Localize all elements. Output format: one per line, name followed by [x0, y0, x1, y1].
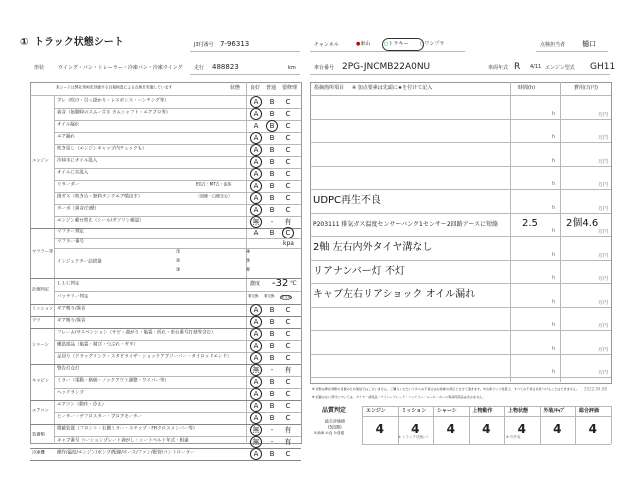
cost-unit: 万円: [598, 158, 609, 165]
cost-unit: 万円: [598, 135, 609, 141]
grade-option: B: [269, 402, 275, 410]
check-item-label: 冷却水にオイル混入: [57, 158, 98, 164]
hours-unit: h: [552, 134, 556, 140]
cost-unit: 万円: [598, 252, 609, 259]
grade-option: B: [269, 182, 275, 190]
llc-unit: ℃: [290, 280, 297, 287]
grade-circled: A: [250, 204, 262, 216]
check-item-label: 警告灯点灯: [57, 366, 80, 372]
channel-option-3: ○ワンプラ: [420, 41, 445, 47]
grade-circled: A: [250, 340, 262, 352]
grade-option: -: [270, 426, 274, 434]
injector-slot: ③: [176, 267, 181, 273]
grade-option: C: [285, 306, 291, 314]
section-label: ミッション: [32, 306, 54, 312]
injector-slot: ⑤: [246, 258, 251, 264]
rating-col-label: 外装/ｷｬﾌﾞ: [543, 408, 566, 414]
section-label: キャビン: [32, 378, 50, 384]
remark-text: キャブ左右リアショック オイル漏れ: [313, 289, 476, 300]
year-era: R: [514, 62, 521, 72]
page-title: トラック状態シート: [34, 37, 124, 48]
rating-sub-scale: (5段階): [328, 425, 342, 430]
grade-option: C: [285, 158, 291, 166]
grade-col-good: 良好: [250, 85, 261, 91]
grade-option: C: [285, 318, 291, 326]
check-item-label: 足回り（ドラッグリンク・スタビライザ・ショックアブソーバー・タイロッドエンド）: [57, 354, 232, 360]
llc-value: -32: [272, 278, 289, 289]
rating-scale-note: 5:新車 4:良 3:普通: [314, 431, 344, 436]
rating-col-value: 4: [588, 422, 597, 436]
title-number: ①: [20, 37, 29, 48]
rating-col-label: 上物動作: [472, 408, 493, 414]
grade-option: 有: [284, 218, 292, 226]
cost-unit: 万円: [598, 346, 609, 353]
grade-option: B: [269, 414, 275, 422]
grade-circled: C: [282, 227, 294, 239]
rating-col-value: 4: [446, 422, 455, 436]
grade-option: C: [285, 182, 291, 190]
section-label: エンジン: [32, 158, 49, 164]
section-label: デフ: [32, 318, 41, 324]
rating-note-1: ⊕ トラック状態ｼｰﾄ: [398, 435, 429, 440]
reception-number: 7-96313: [220, 40, 250, 48]
rating-col-value: 4: [482, 422, 491, 436]
grade-circled: A: [250, 108, 262, 120]
grade-option: B: [269, 170, 275, 178]
grade-option: B: [269, 330, 275, 338]
check-item-label: マフラー判定: [57, 229, 85, 235]
check-item-label: バッテリー判定: [57, 293, 89, 299]
check-item-label: ＬＬＣ判定: [57, 280, 80, 286]
model-label: 車台番号: [314, 65, 335, 71]
llc-density-label: 濃度: [250, 281, 261, 287]
remark-text: P203111 排気ガス温度センサーバンク1センサー2回路アースに短絡: [313, 220, 499, 228]
battery-state: 要交換: [248, 294, 259, 299]
cost-unit: 万円: [598, 323, 609, 329]
grade-option: C: [285, 378, 291, 386]
section-label: 計測判定: [32, 287, 50, 293]
section-label: 装備類: [32, 432, 45, 438]
reception-label: J3付番号: [194, 42, 214, 48]
grade-option: B: [269, 342, 275, 350]
check-item-label: ヘッドランプ: [57, 390, 85, 396]
channel-selected-circle: [382, 38, 424, 51]
grade-circled: A: [250, 192, 262, 204]
hours-unit: h: [552, 345, 556, 352]
rating-col-label: ミッション: [401, 408, 427, 414]
channel-option-2: ○トラキー: [384, 41, 409, 47]
grade-option: C: [285, 110, 291, 118]
check-item-label: 吹き返し（エンジンキャップ内チェックも）: [57, 146, 147, 152]
hours-unit: h: [552, 157, 556, 164]
grade-circled: A: [250, 376, 262, 388]
grade-option: B: [269, 354, 275, 362]
grade-option: B: [269, 450, 275, 458]
remark-text: 2軸 左右内外タイヤ溝なし: [313, 242, 433, 253]
grade-circled: A: [250, 96, 262, 108]
injector-slot: ⑥: [246, 267, 251, 273]
rating-col-value: 4: [375, 422, 384, 436]
grade-col-repair: 要修理: [282, 85, 298, 91]
grade-option: -: [270, 366, 274, 374]
grade-option: C: [285, 134, 291, 142]
check-item-label: エア漏れ: [57, 134, 76, 140]
grade-circled: A: [250, 388, 262, 400]
grade-option: 有: [284, 438, 292, 446]
doc-number: 2022.04.08: [584, 387, 607, 392]
hours-unit: h: [552, 369, 556, 375]
inspector-name: 樋口: [582, 40, 596, 48]
check-item-label: ギア鳴り/異音: [57, 318, 86, 324]
grade-option: B: [269, 110, 275, 118]
grade-option: C: [285, 146, 291, 154]
grade-option: B: [269, 306, 275, 314]
check-item-label: ヒーター・デフロスター・ブロアモーター: [57, 414, 142, 420]
hours-unit: h: [552, 110, 556, 117]
section-label: エアコン: [32, 408, 49, 414]
inspector-label: 点検担当者: [540, 42, 566, 48]
grade-option: B: [269, 206, 275, 214]
injector-slot: ④: [246, 249, 251, 255]
remark-cost: 2個4.6: [566, 217, 599, 229]
grade-circled: A: [250, 156, 262, 168]
grade-circled: 無: [250, 216, 262, 228]
check-item-label: 異音（始動時のスムーズさ カムシャフト・エアブロ等）: [57, 110, 171, 116]
cost-unit: 万円: [598, 229, 609, 235]
grade-circled: B: [266, 120, 278, 132]
legend-note: 本シートは弊社車両を評価する目視検査による点検を実施しています: [56, 85, 173, 90]
battery-state: 要交換: [264, 294, 275, 299]
remarks-head-cost: 費用(万円): [574, 85, 598, 91]
grade-option: A: [253, 122, 259, 130]
rating-title: 品質判定: [322, 407, 347, 414]
grade-circled: A: [250, 412, 262, 424]
grade-circled: 無: [250, 364, 262, 376]
grade-option: 有: [284, 426, 292, 434]
cost-unit: 万円: [598, 299, 609, 306]
battery-state: 要交換: [280, 295, 292, 300]
check-item-label: 積載装置（フロント・右側ミラー・ステップ・FRクロスメンバー等）: [57, 426, 198, 432]
grade-circled: A: [250, 328, 262, 340]
rating-col-value: 4: [411, 422, 420, 436]
cost-unit: 万円: [598, 276, 609, 282]
remarks-table: [310, 82, 612, 384]
footnote-1: ※ 状態は弊社判断の目視のため保証ではございません。ご購入いただいてからの不具合はお客様の責任とさせて頂きます。中古車という性質上、すべての不具合を見つけることはできません。: [312, 387, 580, 392]
rating-col-label: 上物状態: [508, 408, 529, 414]
rating-col-label: エンジン: [366, 408, 386, 414]
check-item-label: ブレ（吹け・引っ掛かり・レスポンス・ハンチング等）: [57, 98, 169, 104]
remarks-head-check: 指摘箇所項目: [314, 85, 345, 91]
channel-option-1: ●東山: [356, 41, 371, 47]
remark-text: UDPC再生不良: [313, 195, 382, 206]
rating-sub: 総合評価値: [325, 419, 346, 424]
hours-unit: h: [552, 181, 556, 187]
grade-option: -: [270, 218, 274, 226]
hours-unit: h: [552, 322, 556, 328]
check-item-label: フレーム/サスペンション（サビ・曲がり・亀裂・折れ・車台番号打刻等含む）: [57, 330, 216, 336]
cost-unit: 万円: [598, 182, 609, 188]
grade-circled: A: [250, 144, 262, 156]
year-label: 車両年式: [488, 65, 509, 71]
grade-option: C: [285, 330, 291, 338]
grade-option: C: [285, 450, 291, 458]
shape-options: ウイング・バン・トレーラー・冷凍バン・冷凍ウイング: [58, 65, 183, 71]
grade-circled: A: [250, 448, 262, 460]
check-item-label: キャブ番号 コーションプレート剥がし・シートベルト年式・相違: [57, 438, 189, 444]
model-value: 2PG-JNCMB22A0NU: [342, 62, 431, 72]
muffler-unit: kpa: [283, 240, 294, 247]
grade-option: C: [285, 206, 291, 214]
hours-unit: h: [552, 251, 556, 258]
grade-circled: A: [250, 132, 262, 144]
remark-hours: 2.5: [522, 217, 538, 229]
remarks-head-note: ※ 加点要素は先頭に★を付けて記入: [352, 85, 433, 91]
grade-option: C: [285, 122, 291, 130]
mileage-value: 488823: [212, 63, 239, 71]
grade-option: -: [270, 438, 274, 446]
check-item-label: リターダー: [57, 182, 80, 188]
grade-circled: A: [250, 352, 262, 364]
injector-slot: ②: [176, 258, 181, 264]
grade-option: C: [285, 402, 291, 410]
grade-circled: A: [250, 304, 262, 316]
check-item-label: インジェクター詰捨量: [57, 259, 102, 265]
grade-option: B: [269, 194, 275, 202]
check-item-label: マフラー番号: [57, 239, 85, 245]
check-item-label: ギア鳴り/異音: [57, 306, 86, 312]
rating-col-value: 4: [553, 422, 562, 436]
shape-label: 形状: [34, 65, 45, 71]
legend-state: 状態: [230, 85, 241, 91]
cost-unit: 万円: [598, 205, 609, 212]
grade-option: C: [285, 170, 291, 178]
rating-note-2: ⊕ 内外装: [506, 435, 521, 440]
grade-circled: A: [250, 180, 262, 192]
engine-model: GH11: [590, 62, 616, 72]
grade-circled: A: [250, 168, 262, 180]
grade-option: C: [285, 354, 291, 362]
section-label: マフラー等: [32, 249, 54, 255]
grade-circled: A: [250, 316, 262, 328]
grade-option: B: [269, 229, 275, 237]
rating-col-value: 4: [517, 422, 526, 436]
grade-circled: 無: [250, 436, 262, 448]
grade-option: B: [269, 378, 275, 386]
grade-option: C: [285, 342, 291, 350]
grade-option: C: [285, 414, 291, 422]
footnote-2: ※ 記載のない部分については、タイヤ・消耗品・ワイパーブレード・バッテリー・シール・ホース等消耗部品は含みません。: [312, 395, 486, 400]
hours-unit: h: [552, 228, 556, 234]
cost-unit: 万円: [598, 111, 609, 118]
check-item-label: 排ガス（吹き込・無料タンクエア噴出す）: [57, 194, 143, 200]
grade-option: B: [269, 134, 275, 142]
cost-unit: 万円: [598, 370, 609, 376]
grade-option: C: [285, 98, 291, 106]
engine-label: エンジン型式: [545, 65, 575, 71]
check-item-label: エアコン（動作・冷え）: [57, 402, 107, 408]
hours-unit: h: [552, 204, 556, 211]
grade-option: B: [269, 158, 275, 166]
remark-text: リアナンバー灯 不灯: [313, 265, 405, 277]
grade-option: 有: [284, 366, 292, 374]
remarks-head-hours: 時間(h): [518, 85, 536, 91]
grade-option: C: [285, 390, 291, 398]
injector-slot: ①: [176, 249, 181, 255]
hours-unit: h: [552, 275, 556, 281]
check-item-label: 構造部品（亀裂・錆び・つぶれ・ガタ）: [57, 342, 139, 348]
grade-option: B: [269, 98, 275, 106]
grade-option: B: [269, 318, 275, 326]
check-item-label: エンジン載せ替え（シール/ガソリン確認）: [57, 218, 144, 224]
grade-option: B: [269, 390, 275, 398]
grade-option: A: [253, 229, 259, 237]
section-label: 冷凍機: [32, 450, 45, 456]
rating-col-label: 総合評価: [579, 408, 600, 414]
mileage-label: 走行: [194, 65, 205, 71]
check-item-extra: EG式・MT式・流体: [196, 182, 232, 187]
grade-option: B: [269, 146, 275, 154]
year-date: 4/11: [530, 64, 542, 70]
check-item-extra: （黒煙・白煙含む）: [196, 194, 233, 199]
grade-col-normal: 普通: [266, 85, 277, 91]
grade-option: C: [285, 194, 291, 202]
section-label: シャーシ: [32, 342, 49, 348]
check-item-label: オイルに水混入: [57, 170, 89, 176]
grade-circled: A: [250, 400, 262, 412]
check-item-label: 操作/温度/エンジン/ポンプ/配線/ホース/ファン/配管/コントローラー: [57, 450, 195, 456]
hours-unit: h: [552, 298, 556, 305]
channel-label: チャンネル: [314, 42, 339, 48]
grade-circled: 無: [250, 424, 262, 436]
rating-col-label: シャーシ: [437, 408, 457, 414]
check-item-label: オイル漏れ: [57, 122, 80, 128]
check-item-label: ミラー（電動・格納・ノックアウト調整・ワイパー等）: [57, 378, 169, 384]
mileage-unit: km: [288, 65, 296, 71]
check-item-label: ターボ（異音/白煙）: [57, 206, 100, 212]
